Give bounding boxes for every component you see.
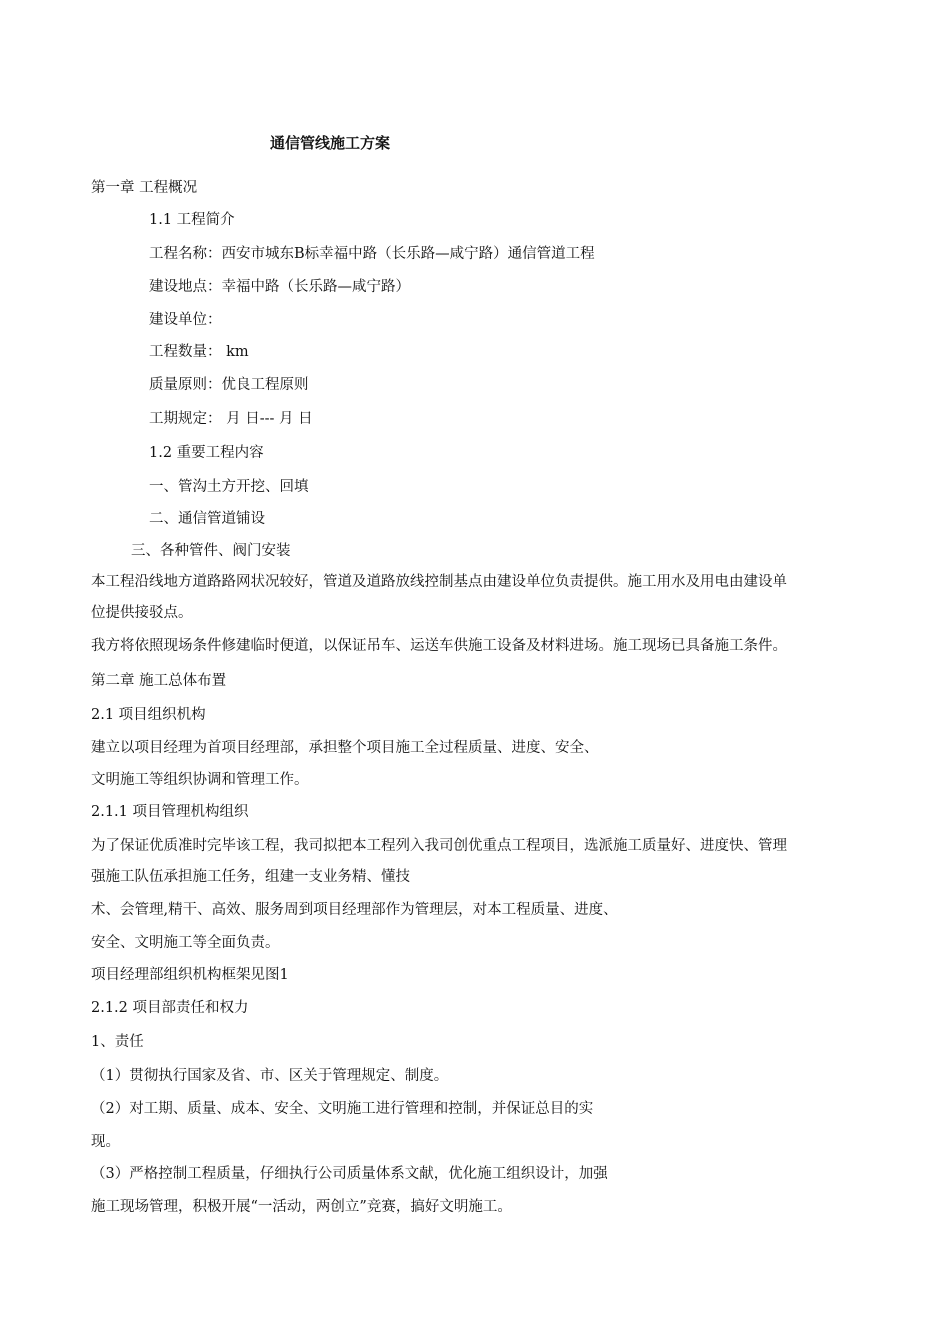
figure-reference-line: 项目经理部组织机构框架见图1: [91, 967, 289, 983]
list-item: （2）对工期、质量、成本、安全、文明施工进行管理和控制，并保证总目的实: [91, 1101, 594, 1117]
schedule-line: 工期规定： 月 日--- 月 日: [149, 411, 313, 427]
section-2-1-1-heading: 2.1.1 项目管理机构组织: [91, 804, 249, 820]
chapter-1-heading: 第一章 工程概况: [91, 180, 198, 196]
list-item: （3）严格控制工程质量，仔细执行公司质量体系文献，优化施工组织设计，加强: [91, 1166, 608, 1182]
list-item: 一、管沟土方开挖、回填: [149, 479, 309, 495]
section-1-2-heading: 1.2 重要工程内容: [149, 445, 264, 461]
paragraph-line: 建立以项目经理为首项目经理部，承担整个项目施工全过程质量、进度、安全、: [91, 740, 599, 756]
paragraph-line: 强施工队伍承担施工任务，组建一支业务精、懂技: [91, 869, 410, 885]
responsibility-heading: 1、责任: [91, 1034, 144, 1050]
paragraph-line: 文明施工等组织协调和管理工作。: [91, 772, 309, 788]
paragraph-line: 位提供接驳点。: [91, 605, 193, 621]
paragraph-line: 本工程沿线地方道路路网状况较好，管道及道路放线控制基点由建设单位负责提供。施工用水及用电由建设单: [91, 574, 787, 590]
project-quantity-line: 工程数量： km: [149, 344, 249, 360]
project-name-line: 工程名称：西安市城东B标幸福中路（长乐路—咸宁路）通信管道工程: [149, 246, 595, 262]
quality-principle-line: 质量原则：优良工程原则: [149, 377, 309, 393]
document-title: 通信管线施工方案: [270, 134, 391, 152]
section-1-1-heading: 1.1 工程简介: [149, 212, 235, 228]
section-2-1-2-heading: 2.1.2 项目部责任和权力: [91, 1000, 249, 1016]
paragraph-line: 我方将依照现场条件修建临时便道，以保证吊车、运送车供施工设备及材料进场。施工现场已具备施工条件。: [91, 638, 787, 654]
paragraph-line: 为了保证优质准时完毕该工程，我司拟把本工程列入我司创优重点工程项目，选派施工质量好、进度快、管理: [91, 838, 787, 854]
list-item: （1）贯彻执行国家及省、市、区关于管理规定、制度。: [91, 1068, 449, 1084]
paragraph-line: 术、会管理,精干、高效、服务周到项目经理部作为管理层，对本工程质量、进度、: [91, 902, 618, 918]
list-item: 二、通信管道铺设: [149, 511, 265, 527]
list-item-continuation: 现。: [91, 1134, 120, 1150]
section-2-1-heading: 2.1 项目组织机构: [91, 707, 206, 723]
list-item: 三、各种管件、阀门安装: [131, 543, 291, 559]
chapter-2-heading: 第二章 施工总体布置: [91, 673, 227, 689]
construction-site-line: 建设地点：幸福中路（长乐路—咸宁路）: [149, 279, 410, 295]
construction-unit-line: 建设单位：: [149, 312, 222, 328]
paragraph-line: 安全、文明施工等全面负责。: [91, 935, 280, 951]
list-item-continuation: 施工现场管理，积极开展“一活动，两创立”竞赛，搞好文明施工。: [91, 1199, 512, 1215]
